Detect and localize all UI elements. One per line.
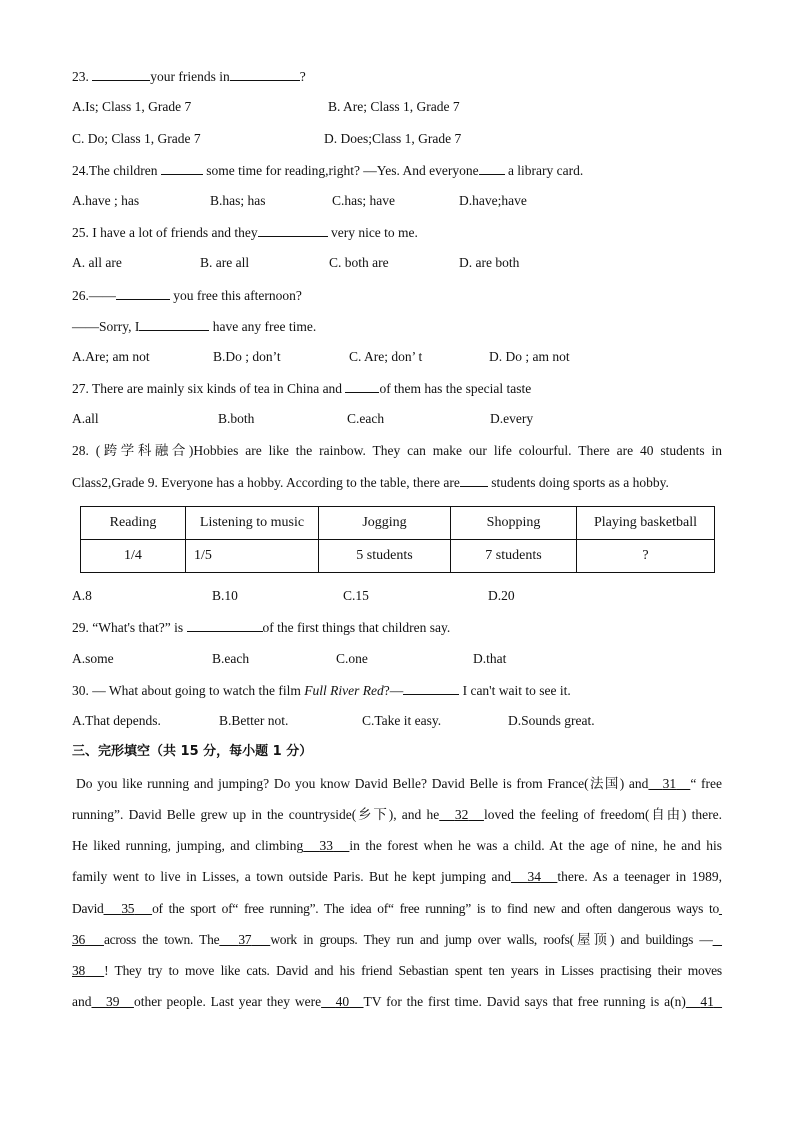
blank-number: 36 <box>72 932 85 947</box>
passage-text: ! They try to move like cats. David and his friend Sebastian spent ten years in Lisses practising their moves <box>104 963 722 978</box>
table-cell: 1/5 <box>186 540 319 573</box>
question-text: 25. I have a lot of friends and they <box>72 225 258 240</box>
question-text: of the first things that children say. <box>262 620 451 635</box>
option-b[interactable]: B.10 <box>212 588 238 603</box>
option-a[interactable]: A.Are; am not <box>72 349 150 364</box>
table-header: Reading <box>81 507 186 540</box>
blank-31[interactable] <box>648 776 690 791</box>
question-text: of them has the special taste <box>379 381 532 396</box>
option-c[interactable]: C. both are <box>329 255 389 270</box>
blank-38[interactable] <box>72 963 104 978</box>
passage-line <box>72 932 722 948</box>
passage-text: Do you like running and jumping? Do you know David Belle? David Belle is from France(法国) and <box>76 776 649 791</box>
blank-39[interactable] <box>92 994 134 1009</box>
question-text: 29. “What's that?” is <box>72 620 184 635</box>
option-c[interactable]: C.has; have <box>332 193 395 208</box>
option-a[interactable]: A.have ; has <box>72 193 140 208</box>
option-c[interactable]: C. Are; don’ t <box>349 349 423 364</box>
passage-text: of the sport of“ free running”. The idea of“ free running” is to find new and often dangerous ways to <box>152 901 719 916</box>
answer-blank[interactable] <box>460 474 488 487</box>
blank-34[interactable] <box>511 869 557 884</box>
question-text: ?— <box>383 683 404 698</box>
blank-number: 34 <box>527 869 541 884</box>
option-d[interactable]: D. Do ; am not <box>489 349 570 364</box>
passage-text: loved the feeling of freedom(自由) there. <box>483 807 722 822</box>
option-a[interactable]: A.Is; Class 1, Grade 7 <box>72 99 192 114</box>
passage-text: and <box>72 994 92 1009</box>
passage-line <box>72 869 722 885</box>
question-text: you free this afternoon? <box>173 288 302 303</box>
question-28: 28. (跨学科融合)Hobbies are like the rainbow. They can make our life colourful. There are 40 students in <box>72 443 722 458</box>
question-number: 23. <box>72 69 89 84</box>
passage-line <box>72 838 722 854</box>
question-27 <box>72 380 531 397</box>
blank-number: 41 <box>700 994 714 1009</box>
film-title: Full River Red <box>304 683 384 698</box>
table-header-row <box>81 507 715 540</box>
option-a[interactable]: A.8 <box>72 588 92 603</box>
option-b[interactable]: B.Do ; don’t <box>213 349 281 364</box>
passage-line <box>76 776 722 792</box>
blank-35[interactable] <box>104 901 153 916</box>
table-header: Jogging <box>319 507 451 540</box>
option-c[interactable]: C.15 <box>343 588 369 603</box>
answer-blank[interactable] <box>345 380 379 393</box>
question-26 <box>72 287 302 304</box>
option-c[interactable]: C.each <box>347 411 385 426</box>
option-a[interactable]: A. all are <box>72 255 122 270</box>
table-cell: ? <box>577 540 715 573</box>
blank-32[interactable] <box>439 807 484 822</box>
passage-text: David <box>72 901 104 916</box>
section-heading: 三、完形填空（共 15 分，每小题 1 分） <box>72 744 313 759</box>
blank-number: 31 <box>662 776 677 791</box>
option-b[interactable]: B.has; has <box>210 193 266 208</box>
table-cell: 1/4 <box>81 540 186 573</box>
passage-text: running”. David Belle grew up in the countryside(乡下), and he <box>72 807 440 822</box>
answer-blank[interactable] <box>161 162 203 175</box>
table-header: Playing basketball <box>577 507 715 540</box>
answer-blank[interactable] <box>187 619 263 632</box>
passage-text: TV for the first time. David says that free running is a(n) <box>363 994 686 1009</box>
passage-text: work in groups. They run and jump over walls, roofs(屋顶) and buildings — <box>270 932 713 947</box>
blank-number: 39 <box>105 994 120 1009</box>
option-d[interactable]: D.that <box>473 651 507 666</box>
blank-number: 37 <box>238 932 252 947</box>
question-text: a library card. <box>507 163 584 178</box>
answer-blank[interactable] <box>403 682 459 695</box>
option-d[interactable]: D. are both <box>459 255 520 270</box>
passage-text: other people. Last year they were <box>133 994 322 1009</box>
passage-line <box>72 807 722 823</box>
passage-line <box>72 963 722 979</box>
question-23 <box>72 68 306 85</box>
option-d[interactable]: D. Does;Class 1, Grade 7 <box>324 131 462 146</box>
question-28-cont <box>72 474 669 491</box>
blank-number: 40 <box>335 994 350 1009</box>
passage-line <box>72 901 722 917</box>
question-29 <box>72 619 450 636</box>
blank-underline <box>719 901 722 916</box>
blank-number: 35 <box>121 901 135 916</box>
question-30 <box>72 682 571 699</box>
option-d[interactable]: D.20 <box>488 588 515 603</box>
blank-36[interactable] <box>72 932 104 947</box>
answer-blank[interactable] <box>230 68 300 81</box>
option-c[interactable]: C. Do; Class 1, Grade 7 <box>72 131 201 146</box>
hobby-table <box>80 506 715 573</box>
option-b[interactable]: B.Better not. <box>219 713 289 728</box>
option-d[interactable]: D.every <box>490 411 534 426</box>
question-text: Class2,Grade 9. Everyone has a hobby. According to the table, there are <box>72 475 460 490</box>
answer-blank[interactable] <box>139 318 209 331</box>
blank-number: 32 <box>454 807 469 822</box>
question-text: very nice to me. <box>330 225 418 240</box>
option-c[interactable]: C.one <box>336 651 368 666</box>
answer-blank[interactable] <box>479 162 505 175</box>
question-text: some time for reading,right? —Yes. And everyone <box>206 163 479 178</box>
answer-blank[interactable] <box>116 287 170 300</box>
option-b[interactable]: B.each <box>212 651 250 666</box>
option-b[interactable]: B.both <box>218 411 255 426</box>
option-d[interactable]: D.have;have <box>459 193 527 208</box>
question-24 <box>72 162 583 179</box>
blank-41[interactable] <box>686 994 722 1009</box>
table-header: Shopping <box>451 507 577 540</box>
passage-text: He liked running, jumping, and climbing <box>72 838 304 853</box>
table-row <box>81 540 715 573</box>
question-text: 26.—— <box>72 288 116 303</box>
question-25 <box>72 224 418 241</box>
question-text: your friends in <box>150 69 230 84</box>
passage-text: “ free <box>690 776 723 791</box>
question-text: I can't wait to see it. <box>462 683 571 698</box>
option-b[interactable]: B. are all <box>200 255 250 270</box>
table-cell: 7 students <box>451 540 577 573</box>
answer-blank[interactable] <box>92 68 150 81</box>
option-d[interactable]: D.Sounds great. <box>508 713 595 728</box>
question-text: 24.The children <box>72 163 158 178</box>
option-b[interactable]: B. Are; Class 1, Grade 7 <box>328 99 460 114</box>
question-text: students doing sports as a hobby. <box>491 475 669 490</box>
question-text: 27. There are mainly six kinds of tea in China and <box>72 381 343 396</box>
question-text: ? <box>299 69 306 84</box>
blank-number: 33 <box>319 838 334 853</box>
blank-33[interactable] <box>303 838 349 853</box>
passage-text: there. As a teenager in 1989, <box>557 869 723 884</box>
question-text: ——Sorry, I <box>72 319 140 334</box>
table-cell: 5 students <box>319 540 451 573</box>
option-a[interactable]: A.some <box>72 651 114 666</box>
option-c[interactable]: C.Take it easy. <box>362 713 442 728</box>
passage-text: family went to live in Lisses, a town outside Paris. But he kept jumping and <box>72 869 511 884</box>
passage-text: in the forest when he was a child. At the age of nine, he and his <box>349 838 722 853</box>
passage-line <box>72 994 722 1010</box>
option-a[interactable]: A.all <box>72 411 99 426</box>
question-text: 30. — What about going to watch the film <box>72 683 301 698</box>
blank-37[interactable] <box>219 932 270 947</box>
option-a[interactable]: A.That depends. <box>72 713 161 728</box>
blank-underline <box>713 932 722 947</box>
blank-number: 38 <box>72 963 86 978</box>
question-text: have any free time. <box>212 319 317 334</box>
passage-text: across the town. The <box>103 932 220 947</box>
blank-40[interactable] <box>321 994 363 1009</box>
question-26-reply <box>72 318 316 335</box>
table-header: Listening to music <box>186 507 319 540</box>
answer-blank[interactable] <box>258 224 328 237</box>
